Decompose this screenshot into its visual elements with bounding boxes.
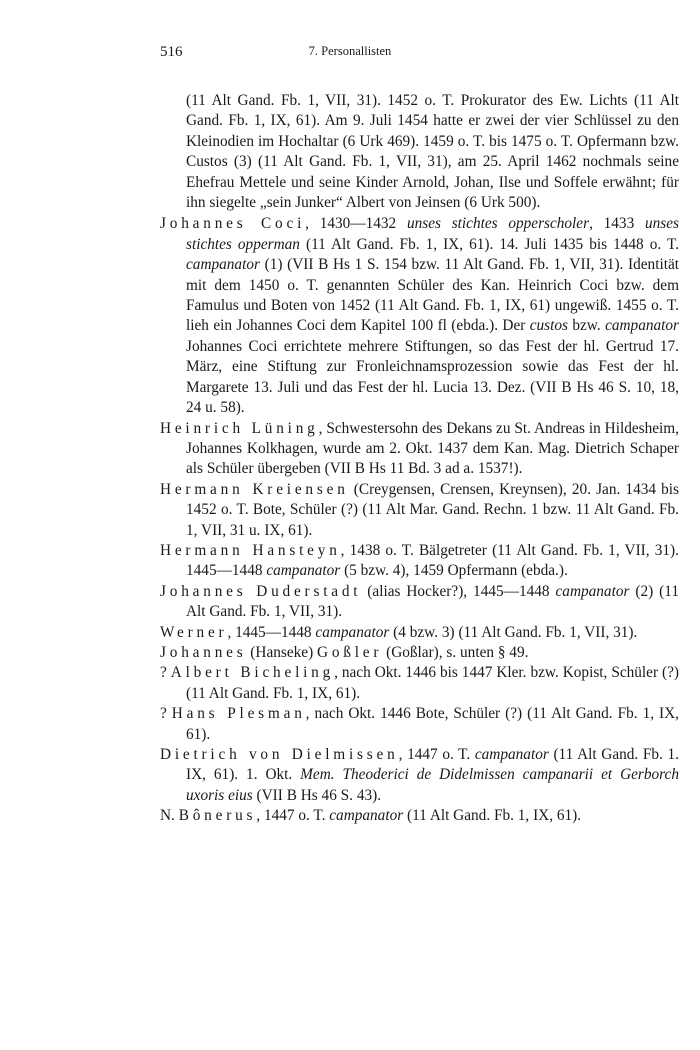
text-body bbox=[160, 91, 679, 827]
person-name: Johannes Coci bbox=[160, 215, 306, 233]
entry-text: , 1445—1448 bbox=[227, 623, 316, 641]
italic-latin-term: campanator bbox=[474, 746, 549, 763]
entry-text: Johannes Coci errichtete mehrere Stiftungen, so das Fest der hl. Gertrud 17. März, eine Stiftung zur Fronleichnamsprozession sowie das Fest der hl. Margarete 13. Juli und das Fest der hl. Lucia 13. Dez. (VII B Hs 46 S. 10, 18, 24 u. 58). bbox=[186, 337, 679, 417]
person-entry bbox=[160, 663, 679, 704]
italic-latin-term: custos bbox=[529, 317, 568, 335]
entry-text: , 1447 o. T. bbox=[398, 746, 475, 763]
person-entry bbox=[160, 541, 679, 582]
entry-text: (11 Alt Gand. Fb. 1. IX, 61). 1. Okt. bbox=[186, 746, 679, 784]
italic-latin-term: campanator bbox=[315, 623, 390, 641]
entry-text: , 1430—1432 bbox=[305, 215, 407, 233]
italic-latin-term: unses stichtes opperman bbox=[186, 215, 679, 253]
person-entry bbox=[160, 643, 679, 663]
entry-text: ? bbox=[160, 664, 171, 682]
entry-text: (2) (11 Alt Gand. Fb. 1, VII, 31). bbox=[186, 582, 679, 621]
entry-text: , 1433 bbox=[589, 215, 645, 233]
italic-latin-term: campanator bbox=[329, 807, 404, 825]
entry-text: bzw. bbox=[567, 317, 606, 335]
italic-latin-term: Mem. Theoderici de Didelmissen campanarii et Gerborch uxoris eius bbox=[186, 766, 679, 804]
person-entry bbox=[160, 582, 679, 623]
page-number: 516 bbox=[160, 44, 183, 60]
entry-text: (1) (VII B Hs 1 S. 154 bzw. 11 Alt Gand. Fb. 1, VII, 31). Identität mit dem 1450 o. T. genannten Schüler des Kan. Heinrich Coci bzw. dem Famulus und Boten von 1452 (11 Alt Gand. Fb. 1, IX, 61) ungewiß. 1455 o. T. lieh ein Johannes Coci dem Kapitel 100 fl (ebda.). Der bbox=[186, 256, 679, 335]
entry-text: (11 Alt Gand. Fb. 1, IX, 61). 14. Juli 1435 bis 1448 o. T. bbox=[299, 235, 679, 253]
entry-text: (alias Hocker?), 1445—1448 bbox=[361, 582, 556, 600]
person-name: Albert Bicheling bbox=[170, 664, 335, 682]
entry-text: (4 bzw. 3) (11 Alt Gand. Fb. 1, VII, 31). bbox=[389, 623, 638, 641]
person-entry bbox=[160, 623, 679, 643]
person-entry bbox=[160, 480, 679, 541]
person-entry bbox=[160, 704, 679, 745]
person-name: Johannes Duderstadt bbox=[160, 582, 362, 600]
entry-text: N. bbox=[160, 807, 179, 825]
person-name: Hermann Hansteyn bbox=[160, 541, 341, 559]
person-name: Hermann Kreiensen bbox=[160, 480, 349, 498]
entry-text: , nach Okt. 1446 bis 1447 Kler. bzw. Kopist, Schüler (?) (11 Alt Gand. Fb. 1, IX, 61). bbox=[186, 664, 679, 702]
entry-text: (Creygensen, Crensen, Kreynsen), 20. Jan. 1434 bis 1452 o. T. Bote, Schüler (?) (11 Alt Mar. Gand. Rechn. 1 bzw. 11 Alt Gand. Fb. 1, VII, 31 u. IX, 61). bbox=[186, 480, 679, 539]
entry-text: (11 Alt Gand. Fb. 1, VII, 31). 1452 o. T. Prokurator des Ew. Lichts (11 Alt Gand. Fb. 1, IX, 61). Am 9. Juli 1454 hatte er zwei der vier Schlüssel zu den Kleinodien im Hochaltar (6 Urk 469). 1459 o. T. bis 1475 o. T. Opfermann bzw. Custos (3) (11 Alt Gand. Fb. 1, VII, 31), am 25. April 1462 nochmals seine Ehefrau Mettele und seine Kinder Arnold, Johan, Ilse und Soffele erwähnt; für ihn siegelte „sein Junker“ Albert von Jeinsen (6 Urk 500). bbox=[186, 92, 679, 212]
person-entry bbox=[160, 214, 679, 418]
italic-latin-term: campanator bbox=[605, 317, 679, 335]
entry-text: , nach Okt. 1446 Bote, Schüler (?) (11 Alt Gand. Fb. 1, IX, 61). bbox=[186, 705, 679, 743]
entry-text: (Goßlar), s. unten § 49. bbox=[382, 643, 529, 661]
person-entry bbox=[160, 419, 679, 480]
entry-text: (VII B Hs 46 S. 43). bbox=[252, 786, 382, 804]
entry-text: (Hanseke) bbox=[246, 643, 317, 661]
running-header bbox=[0, 44, 700, 68]
person-name: Werner bbox=[160, 623, 228, 641]
person-name: Johannes bbox=[160, 643, 247, 661]
italic-latin-term: unses stichtes opperscholer bbox=[406, 215, 590, 233]
person-name: Hans Plesman bbox=[171, 705, 306, 723]
person-name: Heinrich Lüning bbox=[160, 419, 319, 437]
entry-text: (5 bzw. 4), 1459 Opfermann (ebda.). bbox=[340, 562, 568, 580]
person-entry bbox=[160, 745, 679, 806]
entry-text: ? bbox=[160, 705, 172, 723]
entry-text: , Schwestersohn des Dekans zu St. Andreas in Hildesheim, Johannes Kolkhagen, wurde am 2. Okt. 1437 dem Kan. Mag. Dietrich Schaper als Schüler übergeben (VII B Hs 11 Bd. 3 ad a. 1537!). bbox=[186, 419, 680, 478]
entry-text: (11 Alt Gand. Fb. 1, IX, 61). bbox=[403, 807, 582, 825]
italic-latin-term: campanator bbox=[555, 582, 630, 600]
italic-latin-term: campanator bbox=[266, 562, 341, 580]
entry-text: , 1447 o. T. bbox=[256, 807, 330, 825]
italic-latin-term: campanator bbox=[186, 256, 260, 274]
entry-text: , 1438 o. T. Bälgetreter (11 Alt Gand. Fb. 1, VII, 31). 1445—1448 bbox=[186, 541, 679, 580]
person-name: Goßler bbox=[317, 643, 383, 661]
person-name: Bônerus bbox=[178, 807, 257, 825]
running-title: 7. Personallisten bbox=[308, 44, 392, 58]
person-name: Dietrich von Dielmissen bbox=[160, 746, 399, 763]
continued-entry bbox=[160, 91, 679, 213]
person-entry bbox=[160, 806, 679, 826]
